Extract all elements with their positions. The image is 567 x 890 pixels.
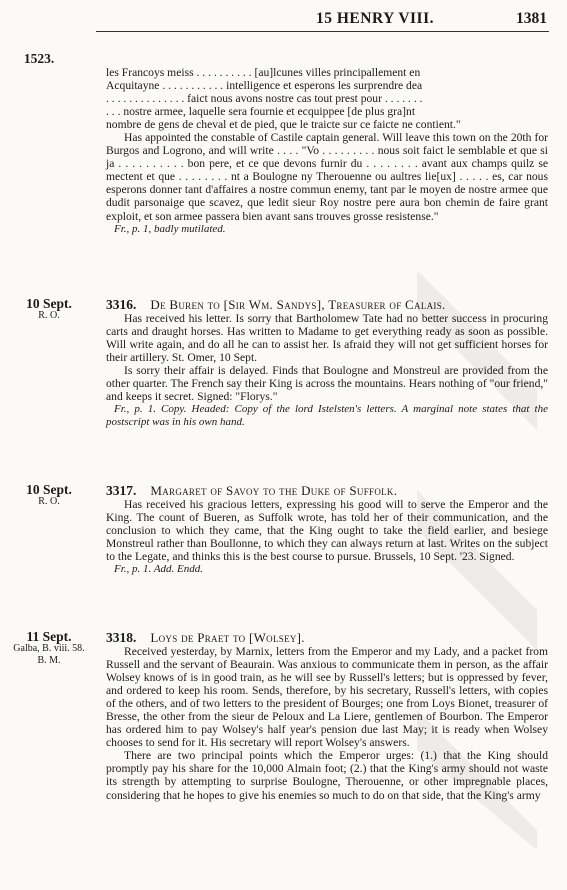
entry-heading (106, 297, 548, 312)
entry-title: Margaret of Savoy to the Duke of Suffolk. (150, 483, 398, 498)
entry-heading (106, 483, 548, 498)
entry-3318-margin (4, 630, 94, 667)
text-line: . . . . . . . . . . . . . . faict nous avons nostre cas tout prest pour . . . . . . . (106, 92, 423, 106)
entry-title: Loys de Praet to [Wolsey]. (150, 630, 305, 645)
header-rule (96, 31, 549, 32)
source-note: Fr., p. 1. Add. Endd. (114, 563, 204, 576)
entry-3318 (106, 630, 548, 802)
entry-date: 11 Sept. (26, 629, 72, 644)
entry-date: 10 Sept. (26, 482, 72, 497)
entry-3316-margin (4, 297, 94, 322)
paragraph: Received yesterday, by Marnix, letters from the Emperor and my Lady, and a packet from Russell and the servant of Beaurain. Was anxious to communicate them in person, as the affair Wolsey knows of is in good train, as he will see by Russell's letters; but is oppressed by fever, and ordered to keep his room. Sends, therefore, by his secretary, Russell's letters, with copies of the others, and of two letters to the president of Bourges; one from Loys Bionet, treasurer of Bresse, the other from the sieur de Peloux and La Liere, gentlemen of Bourbon. The Emperor has ordered him to pay Wolsey's half year's pension due last May; it is ready when Wolsey chooses to send for it. His secretary will report Wolsey's answers. (106, 645, 548, 750)
text-line: nombre de gens de cheval et de pied, que le traicte sur ce faicte ne contient." (106, 118, 461, 132)
text-line: Acquitayne . . . . . . . . . . . intelligence et esperons les surprendre dea (106, 79, 423, 93)
entry-source: Galba, B. viii. 58. (13, 643, 85, 654)
running-title: 15 HENRY VIII. (316, 10, 434, 27)
entry-3316 (106, 297, 548, 429)
source-note: Fr., p. 1. Copy. Headed: Copy of the lord Istelsten's letters. A marginal note states that the postscript was in his own hand. (106, 403, 548, 429)
entry-source: R. O. (38, 310, 60, 321)
paragraph: There are two principal points which the Emperor urges: (1.) that the King should promptly pay his share for the 10,000 Almain foot; (2.) that the King's army should not waste its strength by attempting to surprise Boulogne, Therouenne, or other impregnable places, considering that he hopes to give his enemies so much to do on that side, that the King's army (106, 749, 548, 802)
paragraph: Has received his letter. Is sorry that Bartholomew Tate had no better success in procuring carts and draught horses. Has written to Madame to get everything ready as soon as possible. Will write again, and do all he can to assist her. Is afraid they will not get sufficient horses for their artillery. St. Omer, 10 Sept. (106, 312, 548, 365)
entry-heading (106, 630, 548, 645)
continuation-text (106, 66, 548, 236)
paragraph: Has appointed the constable of Castile captain general. Will leave this town on the 20th for Burgos and Logrono, and will write . . . . "Vo . . . . . . . . . nous soit faict le semblable et que si ja . . . . . . . . . . bon pere, et ce que devons furnir du . . . . . . . . avant aux champs quilz se mectent et que . . . . . . . . nt a Boulogne ny Therouenne ou aultres lie[ux] . . . . . es, car nous esperons donner tant d'affaires a nostre commun enemy, tant par le moyen de nostre armee que dudit parsonaige que scavez, que ledit sieur Roy nostre pere aura bon chemin de faire grant exploit, et son armee passera bien avant sans trouves grosse resistense." (106, 131, 548, 223)
text-line: . . . nostre armee, laquelle sera fournie et ecquippee [de plus gra]nt (106, 105, 416, 119)
entry-number: 3316. (106, 297, 137, 312)
entry-source: R. O. (38, 496, 60, 507)
entry-number: 3318. (106, 630, 137, 645)
paragraph: Has received his gracious letters, expressing his good will to serve the Emperor and the King. The count of Bueren, as Suffolk wrote, has told her of their communication, and the conclusion to which they came, that the King ought to take the field earlier, and besiege Monstreul rather than Boullonne, to which they can always return at last. Writes on the subject to the Legate, and thinks this is the best course to pursue. Brussels, 10 Sept. '23. Signed. (106, 498, 548, 564)
year-marker: 1523. (23, 51, 55, 66)
paragraph: Is sorry their affair is delayed. Finds that Boulogne and Monstreul are provided from the other quarter. The French say their King is across the mountains. Hears nothing of "our friend," and keeps it secret. Signed: "Florys." (106, 364, 548, 404)
text-line: les Francoys meiss . . . . . . . . . . [au]lcunes villes principallement en (106, 66, 421, 79)
entry-number: 3317. (106, 483, 137, 498)
entry-title: De Buren to [Sir Wm. Sandys], Treasurer of Calais. (150, 297, 446, 312)
entry-source-location: B. M. (37, 655, 61, 666)
entry-3317-margin (4, 483, 94, 508)
entry-3317 (106, 483, 548, 576)
entry-date: 10 Sept. (26, 296, 72, 311)
source-note: Fr., p. 1, badly mutilated. (114, 222, 226, 235)
page-number: 1381 (516, 10, 547, 27)
